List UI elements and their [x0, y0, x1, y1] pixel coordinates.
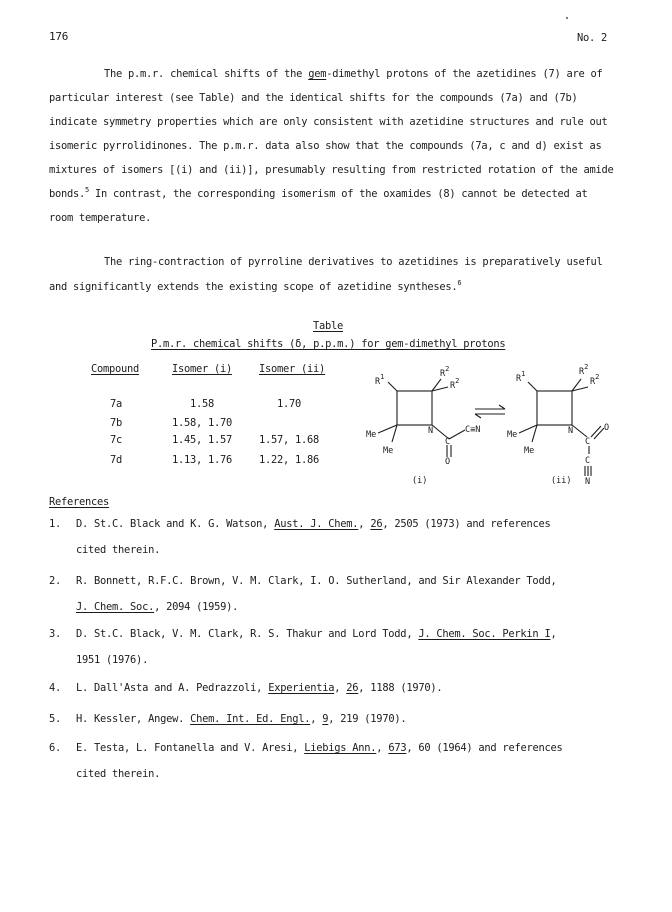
reference-line: R. Bonnett, R.F.C. Brown, V. M. Clark, I. O. Sutherland, and Sir Alexander Todd,: [76, 575, 557, 587]
reference-number: 4.: [49, 682, 62, 694]
cyano-label: C≡N: [465, 425, 481, 435]
carbon-label: C: [445, 437, 451, 447]
reference-number: 5.: [49, 713, 62, 725]
methyl-label: Me: [383, 446, 394, 456]
reference-line: D. St.C. Black and K. G. Watson, Aust. J. Chem., 26, 2505 (1973) and references: [76, 518, 551, 530]
reference-line: J. Chem. Soc., 2094 (1959).: [76, 601, 239, 613]
column-header-isomer-i: Isomer (i): [172, 363, 233, 375]
oxygen-label: O: [445, 457, 451, 467]
isomer-ii-cell: 1.57, 1.68: [258, 434, 320, 446]
isomer-i-cell: 1.45, 1.57: [171, 434, 233, 446]
bond: [528, 382, 537, 391]
bond: [378, 425, 397, 433]
text-line: isomeric pyrrolidinones. The p.m.r. data also show that the compounds (7a, c and d) exist as: [49, 140, 602, 152]
reference-line: 1951 (1976).: [76, 654, 149, 666]
page-number: 176: [49, 30, 69, 43]
bond: [591, 426, 601, 437]
isomer-i-cell: 1.58, 1.70: [171, 417, 233, 429]
text-line: room temperature.: [49, 212, 152, 224]
reference-number: 2.: [49, 575, 62, 587]
bond: [594, 428, 604, 439]
carbon-label: C: [585, 437, 591, 447]
structure-i-label: (i): [412, 476, 428, 486]
bond: [392, 425, 397, 442]
structure-ii-label: (ii): [551, 476, 572, 486]
compound-cell: 7d: [110, 454, 123, 466]
azetidine-ring-i: [397, 391, 432, 425]
bond: [572, 425, 587, 437]
reference-number: 6.: [49, 742, 62, 754]
reference-line: E. Testa, L. Fontanella and V. Aresi, Liebigs Ann., 673, 60 (1964) and references: [76, 742, 563, 754]
isomer-ii-cell: 1.22, 1.86: [258, 454, 320, 466]
nitrogen-label: N: [568, 426, 574, 436]
methyl-label: Me: [366, 430, 377, 440]
bond: [519, 425, 537, 433]
r2-label: $R^2$: [590, 373, 600, 387]
r2-label: $R^2$: [440, 365, 450, 379]
table-label: Table: [313, 320, 344, 332]
references-heading: References: [49, 496, 110, 508]
carbon-label: C: [585, 456, 591, 466]
methyl-label: Me: [507, 430, 518, 440]
compound-cell: 7b: [110, 417, 123, 429]
nitrogen-label: N: [585, 477, 591, 487]
r1-label: $R^1$: [516, 370, 526, 384]
isomer-i-cell: 1.58: [189, 398, 215, 410]
text-line: and significantly extends the existing scope of azetidine syntheses.$^6$: [49, 279, 462, 293]
r2-label: $R^2$: [450, 377, 460, 391]
r2-label: $R^2$: [579, 363, 589, 377]
reference-line: cited therein.: [76, 544, 161, 556]
isomer-ii-cell: 1.70: [276, 398, 302, 410]
reference-line: D. St.C. Black, V. M. Clark, R. S. Thakur and Lord Todd, J. Chem. Soc. Perkin I,: [76, 628, 557, 640]
reference-line: cited therein.: [76, 768, 161, 780]
column-header-isomer-ii: Isomer (ii): [259, 363, 326, 375]
oxygen-label: O: [604, 423, 610, 433]
bond: [532, 425, 537, 442]
compound-cell: 7a: [110, 398, 123, 410]
column-header-compound: Compound: [91, 363, 140, 375]
text-line: indicate symmetry properties which are only consistent with azetidine structures and rule out: [49, 116, 608, 128]
azetidine-ring-ii: [537, 391, 572, 425]
bond: [388, 382, 397, 391]
text-line: The p.m.r. chemical shifts of the gem-dimethyl protons of the azetidines (7) are of: [104, 68, 603, 80]
isomer-i-cell: 1.13, 1.76: [171, 454, 233, 466]
reference-line: L. Dall'Asta and A. Pedrazzoli, Experientia, 26, 1188 (1970).: [76, 682, 443, 694]
table-caption: P.m.r. chemical shifts (δ, p.p.m.) for gem-dimethyl protons: [151, 338, 506, 350]
nitrogen-label: N: [428, 426, 434, 436]
journal-issue: No. 2: [577, 32, 608, 44]
text-line: The ring-contraction of pyrroline derivatives to azetidines is preparatively useful: [104, 256, 603, 268]
text-line: bonds.$^5$ In contrast, the corresponding isomerism of the oxamides (8) cannot be detected at: [49, 186, 588, 200]
text-line: particular interest (see Table) and the identical shifts for the compounds (7a) and (7b): [49, 92, 578, 104]
r1-label: $R^1$: [375, 373, 385, 387]
reference-number: 1.: [49, 518, 62, 530]
text-line: mixtures of isomers [(i) and (ii)], presumably resulting from restricted rotation of the amide: [49, 164, 614, 176]
compound-cell: 7c: [110, 434, 123, 446]
reference-number: 3.: [49, 628, 62, 640]
bond: [449, 430, 465, 439]
reference-line: H. Kessler, Angew. Chem. Int. Ed. Engl., 9, 219 (1970).: [76, 713, 407, 725]
methyl-label: Me: [524, 446, 535, 456]
